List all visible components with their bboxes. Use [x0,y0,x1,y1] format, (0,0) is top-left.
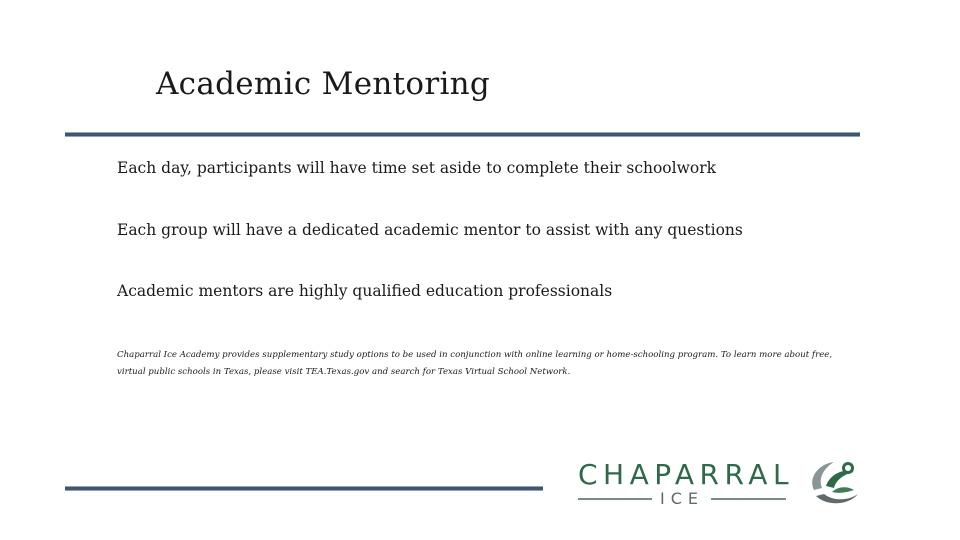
title-divider [65,132,860,137]
chaparral-ice-logo [576,452,866,512]
disclaimer-text: Chaparral Ice Academy provides supplementary study options to be used in conjunction with online learning or home-schooling program. To learn more about free, virtual public schools in Texas, please visit TEA.Texas.gov and search for Texas Virtual School Network. [117,350,833,377]
bullet-qualified: Academic mentors are highly qualified education professionals [117,282,613,300]
logo-dash-right [711,498,786,500]
footer-divider [65,486,543,491]
bullet-schoolwork: Each day, participants will have time set aside to complete their schoolwork [117,159,716,177]
skater-swirl-icon [804,456,862,510]
slide-title: Academic Mentoring [156,66,491,102]
logo-dash-left [578,498,652,500]
logo-subtext: ICE [660,489,704,508]
logo-wordmark: CHAPARRAL [578,458,795,491]
bullet-mentor: Each group will have a dedicated academic mentor to assist with any questions [117,221,743,239]
logo-subline [576,489,789,507]
